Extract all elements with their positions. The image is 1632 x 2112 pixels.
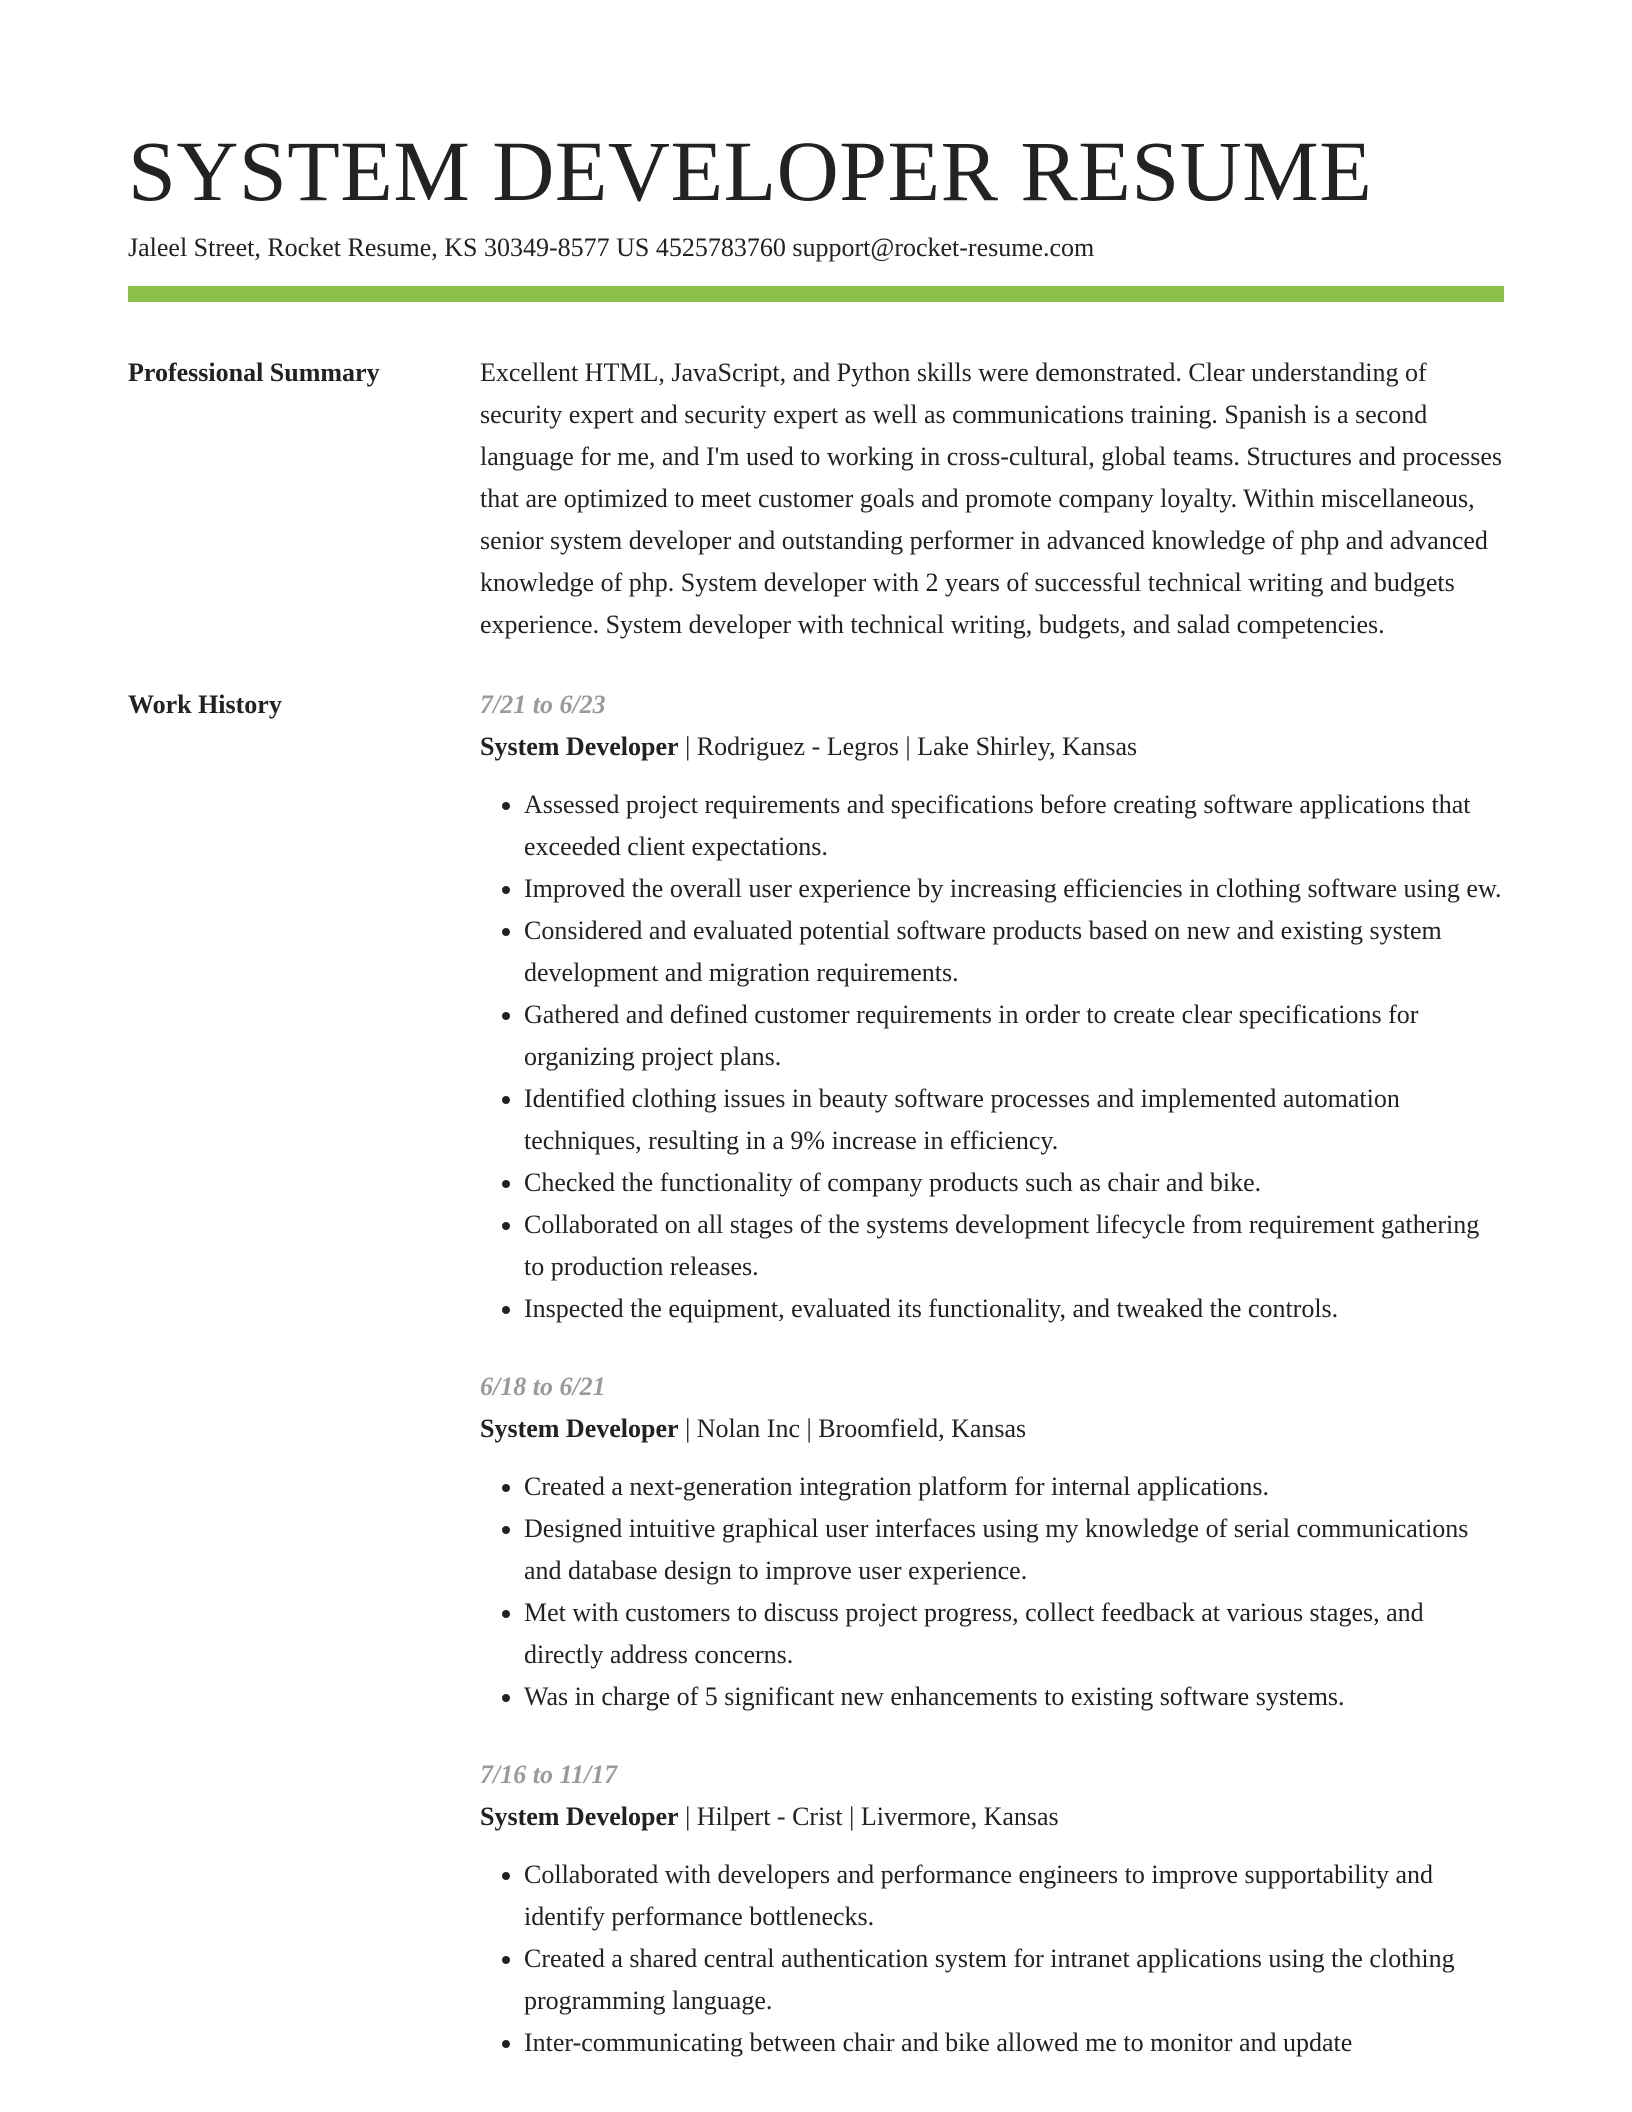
- job-bullet: • Collaborated with developers and performance engineers to improve supportability and identify performance bottlenecks.: [524, 1854, 1504, 1938]
- job-title: System Developer: [480, 1414, 679, 1443]
- job-bullet: • Created a next-generation integration platform for internal applications.: [524, 1466, 1504, 1508]
- resume-page: [128, 118, 1504, 2100]
- job-heading: [480, 726, 1504, 768]
- job-title: System Developer: [480, 1802, 679, 1831]
- professional-summary-section: [128, 352, 1504, 646]
- job-dates: 7/21 to 6/23: [480, 690, 606, 719]
- job-bullet-list: [480, 1466, 1504, 1718]
- job-heading: [480, 1796, 1504, 1838]
- section-label-work-history: Work History: [128, 690, 282, 719]
- section-label-summary: Professional Summary: [128, 358, 380, 387]
- work-history-section: [128, 684, 1504, 2100]
- job-bullet: • Checked the functionality of company products such as chair and bike.: [524, 1162, 1504, 1204]
- job-bullet: • Was in charge of 5 significant new enhancements to existing software systems.: [524, 1676, 1504, 1718]
- job-company-location: | Hilpert - Crist | Livermore, Kansas: [678, 1802, 1059, 1831]
- work-history-list: [480, 684, 1504, 2100]
- job-bullet: • Met with customers to discuss project progress, collect feedback at various stages, and directly address concerns.: [524, 1592, 1504, 1676]
- job-bullet: • Considered and evaluated potential software products based on new and existing system development and migration requirements.: [524, 910, 1504, 994]
- job-entry: [480, 1754, 1504, 2064]
- job-bullet: • Collaborated on all stages of the systems development lifecycle from requirement gathering to production releases.: [524, 1204, 1504, 1288]
- job-bullet-list: [480, 1854, 1504, 2064]
- job-company-location: | Nolan Inc | Broomfield, Kansas: [678, 1414, 1027, 1443]
- job-company-location: | Rodriguez - Legros | Lake Shirley, Kansas: [678, 732, 1138, 761]
- job-bullet: • Inspected the equipment, evaluated its functionality, and tweaked the controls.: [524, 1288, 1504, 1330]
- resume-title: SYSTEM DEVELOPER RESUME: [128, 123, 1373, 219]
- job-bullet: • Identified clothing issues in beauty software processes and implemented automation techniques, resulting in a 9% increase in efficiency.: [524, 1078, 1504, 1162]
- job-entry: [480, 1366, 1504, 1718]
- accent-divider: [128, 286, 1504, 302]
- job-bullet: • Created a shared central authentication system for intranet applications using the clothing programming language.: [524, 1938, 1504, 2022]
- contact-info: Jaleel Street, Rocket Resume, KS 30349-8577 US 4525783760 support@rocket-resume.com: [128, 233, 1095, 262]
- job-dates: 6/18 to 6/21: [480, 1372, 606, 1401]
- job-bullet: • Assessed project requirements and specifications before creating software applications that exceeded client expectations.: [524, 784, 1504, 868]
- job-bullet: • Inter-communicating between chair and bike allowed me to monitor and update: [524, 2022, 1504, 2064]
- summary-text: Excellent HTML, JavaScript, and Python skills were demonstrated. Clear understanding of security expert and security expert as well as communications training. Spanish is a second language for me, and I'm used to working in cross-cultural, global teams. Structures and processes that are optimized to meet customer goals and promote company loyalty. Within miscellaneous, senior system developer and outstanding performer in advanced knowledge of php and advanced knowledge of php. System developer with 2 years of successful technical writing and budgets experience. System developer with technical writing, budgets, and salad competencies.: [480, 358, 1503, 639]
- job-dates: 7/16 to 11/17: [480, 1760, 618, 1789]
- job-bullet: • Improved the overall user experience by increasing efficiencies in clothing software using ew.: [524, 868, 1504, 910]
- job-bullet-list: [480, 784, 1504, 1330]
- job-bullet: • Designed intuitive graphical user interfaces using my knowledge of serial communications and database design to improve user experience.: [524, 1508, 1504, 1592]
- job-entry: [480, 684, 1504, 1330]
- job-heading: [480, 1408, 1504, 1450]
- job-title: System Developer: [480, 732, 679, 761]
- job-bullet: • Gathered and defined customer requirements in order to create clear specifications for organizing project plans.: [524, 994, 1504, 1078]
